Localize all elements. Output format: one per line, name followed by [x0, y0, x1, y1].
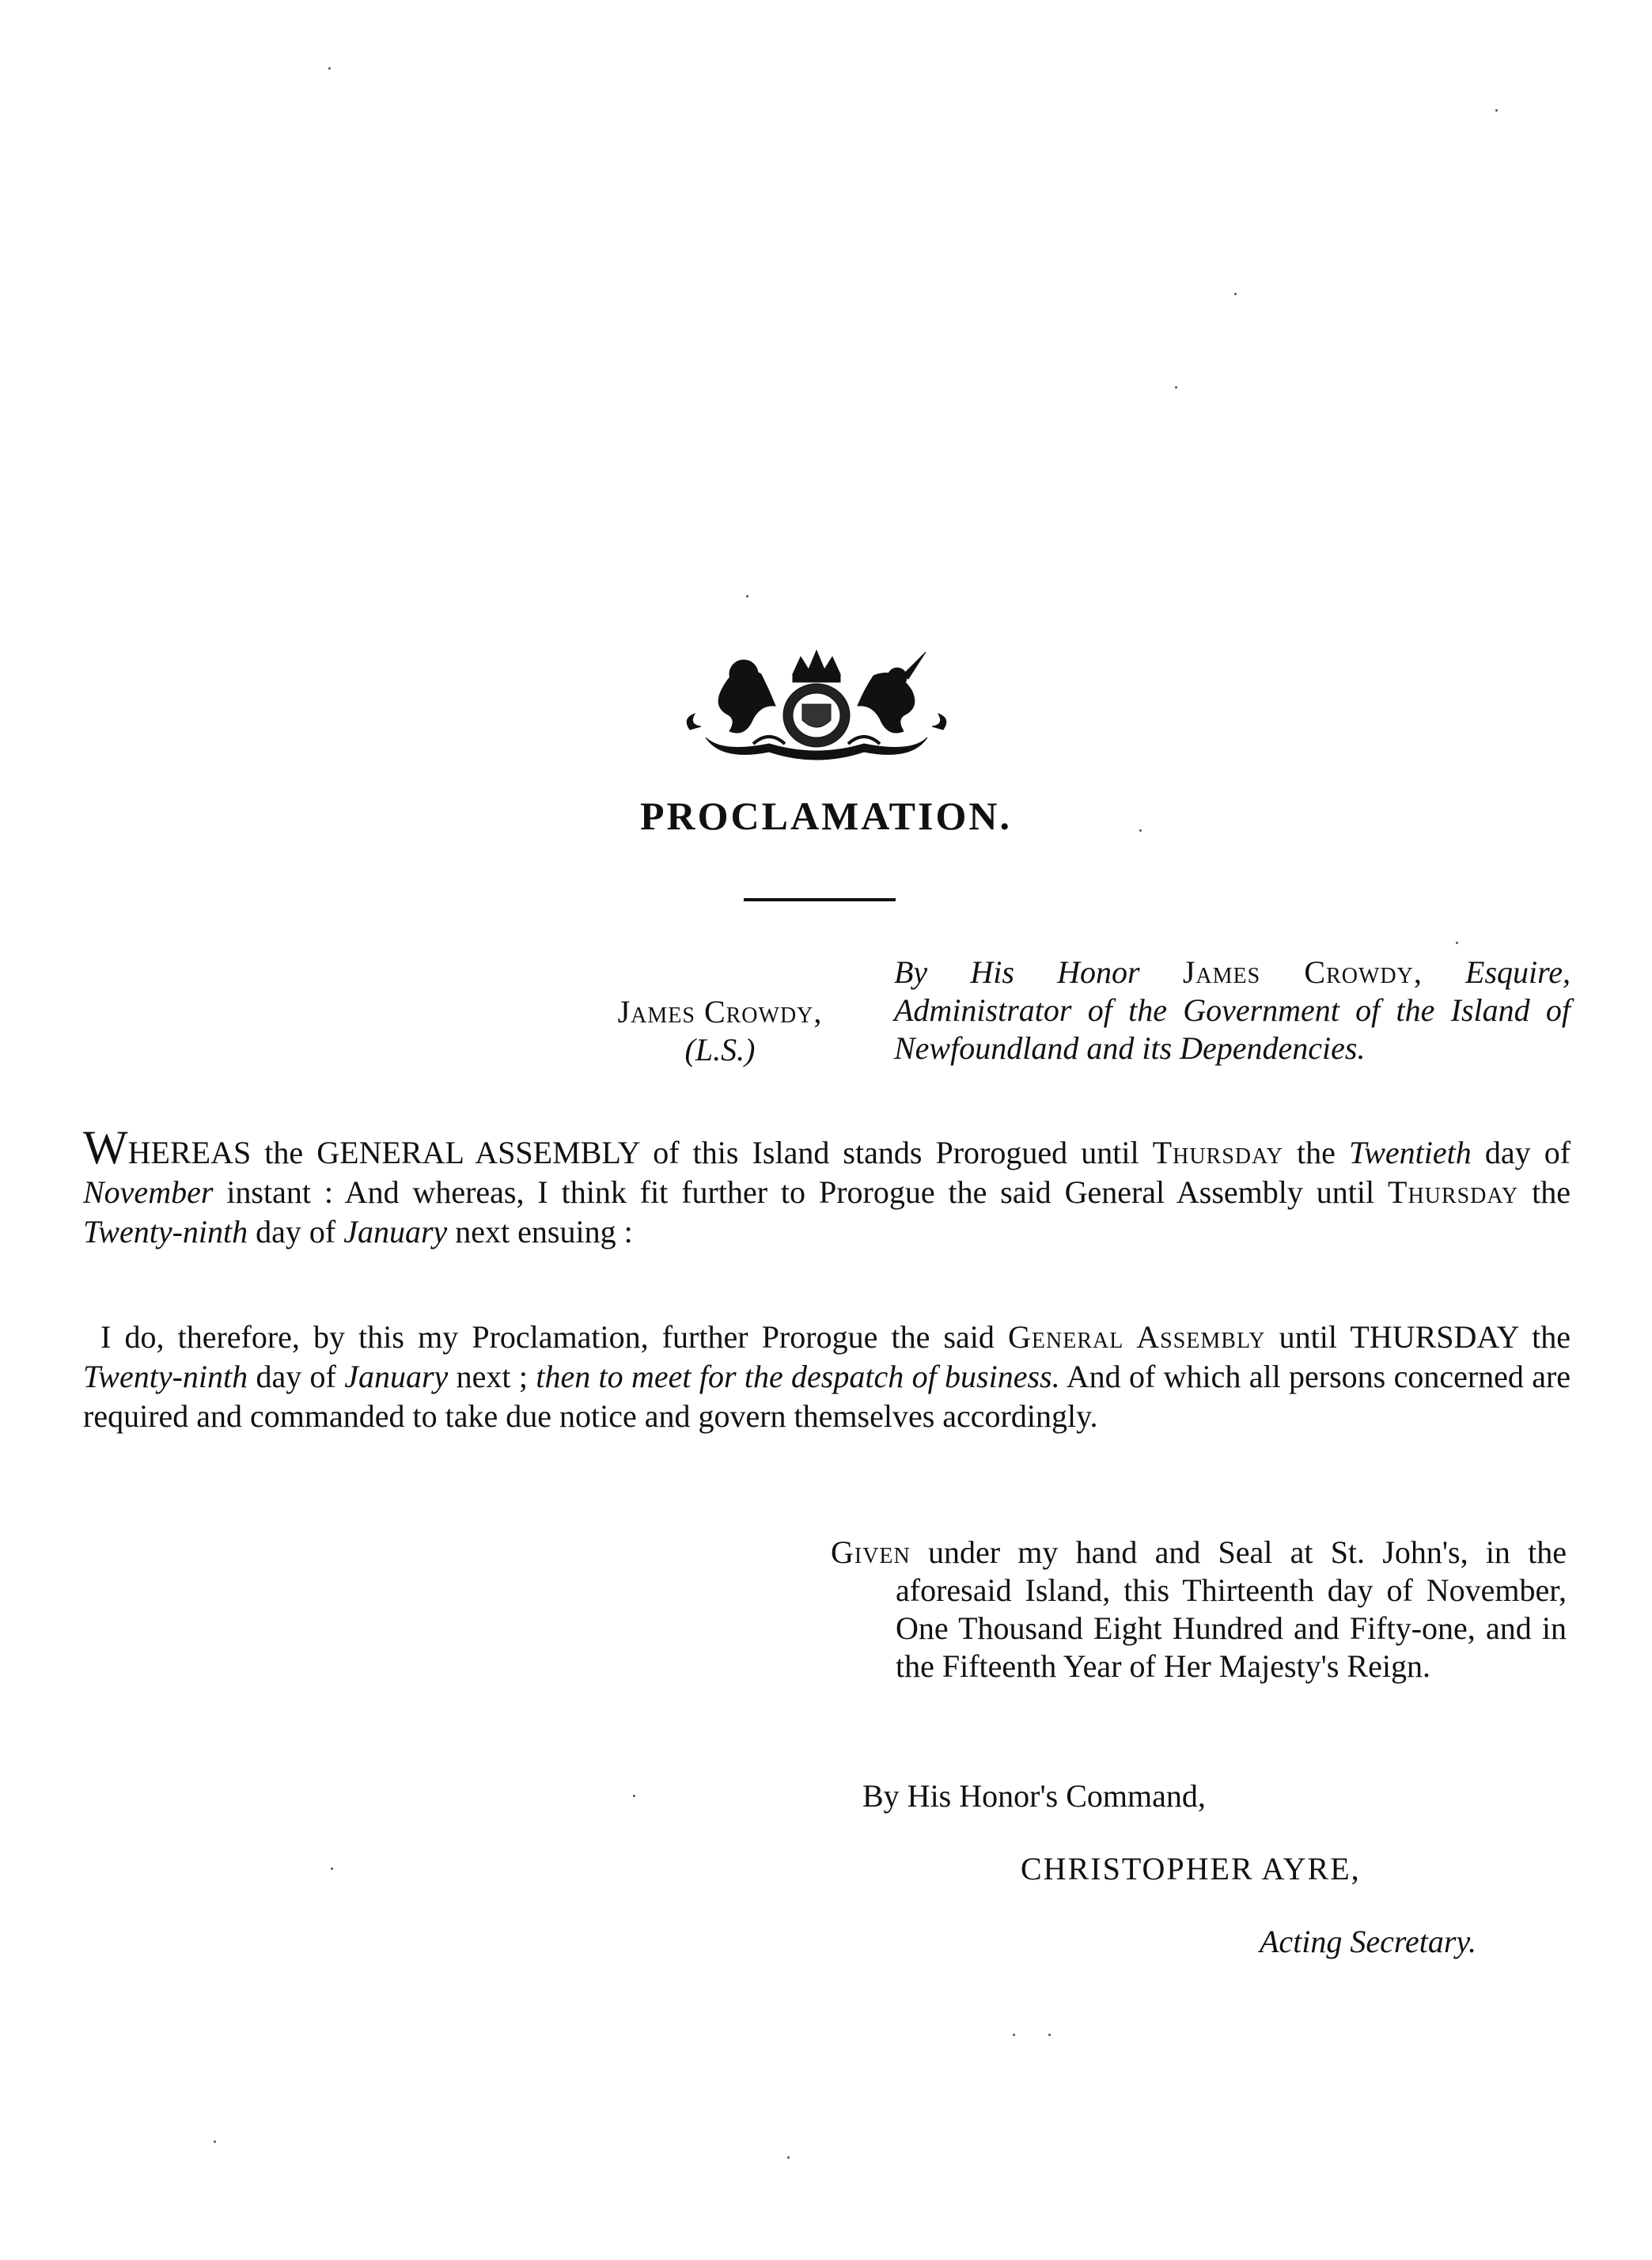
seal-block — [570, 993, 870, 1069]
p2-text-5: day of — [256, 1359, 336, 1394]
p2-despatch: then to meet for the despatch of business. — [536, 1359, 1060, 1394]
p1-date-1: Twentieth — [1348, 1135, 1472, 1170]
byline-name: James Crowdy, — [1182, 954, 1423, 990]
scan-speck — [1495, 109, 1498, 112]
seal-signatory-name: James Crowdy, — [617, 994, 823, 1030]
p1-month-2: January — [343, 1214, 448, 1249]
authority-byline — [894, 954, 1571, 1067]
scan-speck — [787, 2156, 790, 2159]
secretary-name: CHRISTOPHER AYRE, — [1021, 1851, 1361, 1886]
secretary-title: Acting Secretary. — [1260, 1924, 1476, 1959]
p2-text-9: And of which all persons concerned are required and commanded to take due notice and govern themselves accordingly. — [83, 1359, 1571, 1434]
p2-month: January — [344, 1359, 449, 1394]
p1-day-1: Thursday — [1152, 1135, 1283, 1170]
scan-speck — [1175, 386, 1177, 389]
scan-speck — [1048, 2034, 1051, 2036]
scan-speck — [746, 595, 748, 597]
scan-speck — [1234, 293, 1237, 295]
scan-speck — [331, 1868, 333, 1870]
p1-date-2: Twenty-ninth — [83, 1214, 248, 1249]
page-title: PROCLAMATION. — [639, 794, 1012, 838]
p1-text-5: day of — [1484, 1135, 1571, 1170]
royal-coat-of-arms-icon — [674, 643, 959, 769]
scan-speck — [1456, 942, 1458, 944]
p1-month-1: November — [83, 1174, 214, 1210]
p1-text-3: the — [1296, 1135, 1336, 1170]
scan-speck — [1139, 829, 1142, 832]
prorogue-paragraph — [83, 1318, 1571, 1436]
title-divider — [744, 898, 896, 901]
p2-text-7: next ; — [456, 1359, 528, 1394]
scan-speck — [214, 2141, 216, 2143]
p2-date: Twenty-ninth — [83, 1359, 248, 1394]
p1-text-13: next ensuing : — [455, 1214, 633, 1249]
p1-text-1: HEREAS the GENERAL ASSEMBLY of this Island stands Prorogued until — [127, 1135, 1139, 1170]
whereas-paragraph — [83, 1121, 1571, 1252]
given-clause — [831, 1534, 1567, 1686]
scan-speck — [633, 1795, 635, 1797]
p1-text-11: day of — [256, 1214, 336, 1249]
given-text: under my hand and Seal at St. John's, in the aforesaid Island, this Thirteenth day of November, One Thousand Eight Hundred and Fifty-one, and in the Fifteenth Year of Her Majesty's Reign. — [896, 1534, 1567, 1684]
given-lead: Given — [831, 1534, 911, 1570]
scan-speck — [1013, 2034, 1015, 2036]
byline-lead: By His Honor — [894, 954, 1140, 990]
byline-office: Esquire, Administrator of the Government of the Island of Newfoundland and its Dependencies. — [894, 954, 1571, 1066]
command-line: By His Honor's Command, — [862, 1778, 1206, 1814]
p2-text-1: I do, therefore, by this my Proclamation, further Prorogue the said — [100, 1319, 995, 1355]
drop-cap: W — [83, 1121, 128, 1174]
p1-day-2: Thursday — [1388, 1174, 1519, 1210]
p2-assembly: General Assembly — [1008, 1319, 1266, 1355]
p1-text-9: the — [1532, 1174, 1571, 1210]
scan-speck — [328, 67, 331, 70]
seal-ls-mark: (L.S.) — [684, 1032, 756, 1067]
p2-text-3: until THURSDAY the — [1279, 1319, 1571, 1355]
p1-text-7: instant : And whereas, I think fit further to Prorogue the said General Assembly until — [226, 1174, 1375, 1210]
